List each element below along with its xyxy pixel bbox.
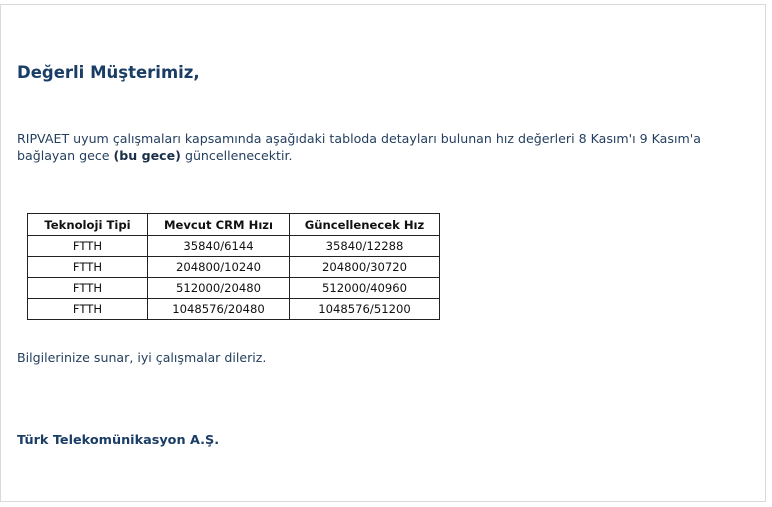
cell-current-speed: 512000/20480 (148, 278, 290, 299)
company-signature: Türk Telekomünikasyon A.Ş. (17, 433, 220, 448)
table-header-row (28, 214, 440, 236)
cell-current-speed: 204800/10240 (148, 257, 290, 278)
speed-table (27, 213, 440, 320)
table-row (28, 236, 440, 257)
cell-current-speed: 1048576/20480 (148, 299, 290, 320)
header-updated-speed: Güncellenecek Hız (290, 214, 440, 236)
cell-updated-speed: 204800/30720 (290, 257, 440, 278)
closing-line: Bilgilerinize sunar, iyi çalışmalar dileriz. (17, 350, 267, 365)
cell-technology: FTTH (28, 278, 148, 299)
cell-updated-speed: 35840/12288 (290, 236, 440, 257)
cell-updated-speed: 1048576/51200 (290, 299, 440, 320)
cell-technology: FTTH (28, 299, 148, 320)
table-row (28, 257, 440, 278)
cell-technology: FTTH (28, 257, 148, 278)
cell-technology: FTTH (28, 236, 148, 257)
intro-text-end: güncellenecektir. (180, 148, 293, 163)
intro-paragraph (17, 130, 762, 164)
cell-current-speed: 35840/6144 (148, 236, 290, 257)
greeting-heading: Değerli Müşterimiz, (17, 63, 200, 82)
table-row (28, 299, 440, 320)
table-row (28, 278, 440, 299)
cell-updated-speed: 512000/40960 (290, 278, 440, 299)
header-current-crm-speed: Mevcut CRM Hızı (148, 214, 290, 236)
header-technology-type: Teknoloji Tipi (28, 214, 148, 236)
intro-emphasis: (bu gece) (113, 148, 181, 163)
intro-text: RIPVAET uyum çalışmaları kapsamında aşağıdaki tabloda detayları bulunan hız değerleri 8 Kasım'ı 9 Kasım'a bağlayan gece (17, 131, 701, 163)
